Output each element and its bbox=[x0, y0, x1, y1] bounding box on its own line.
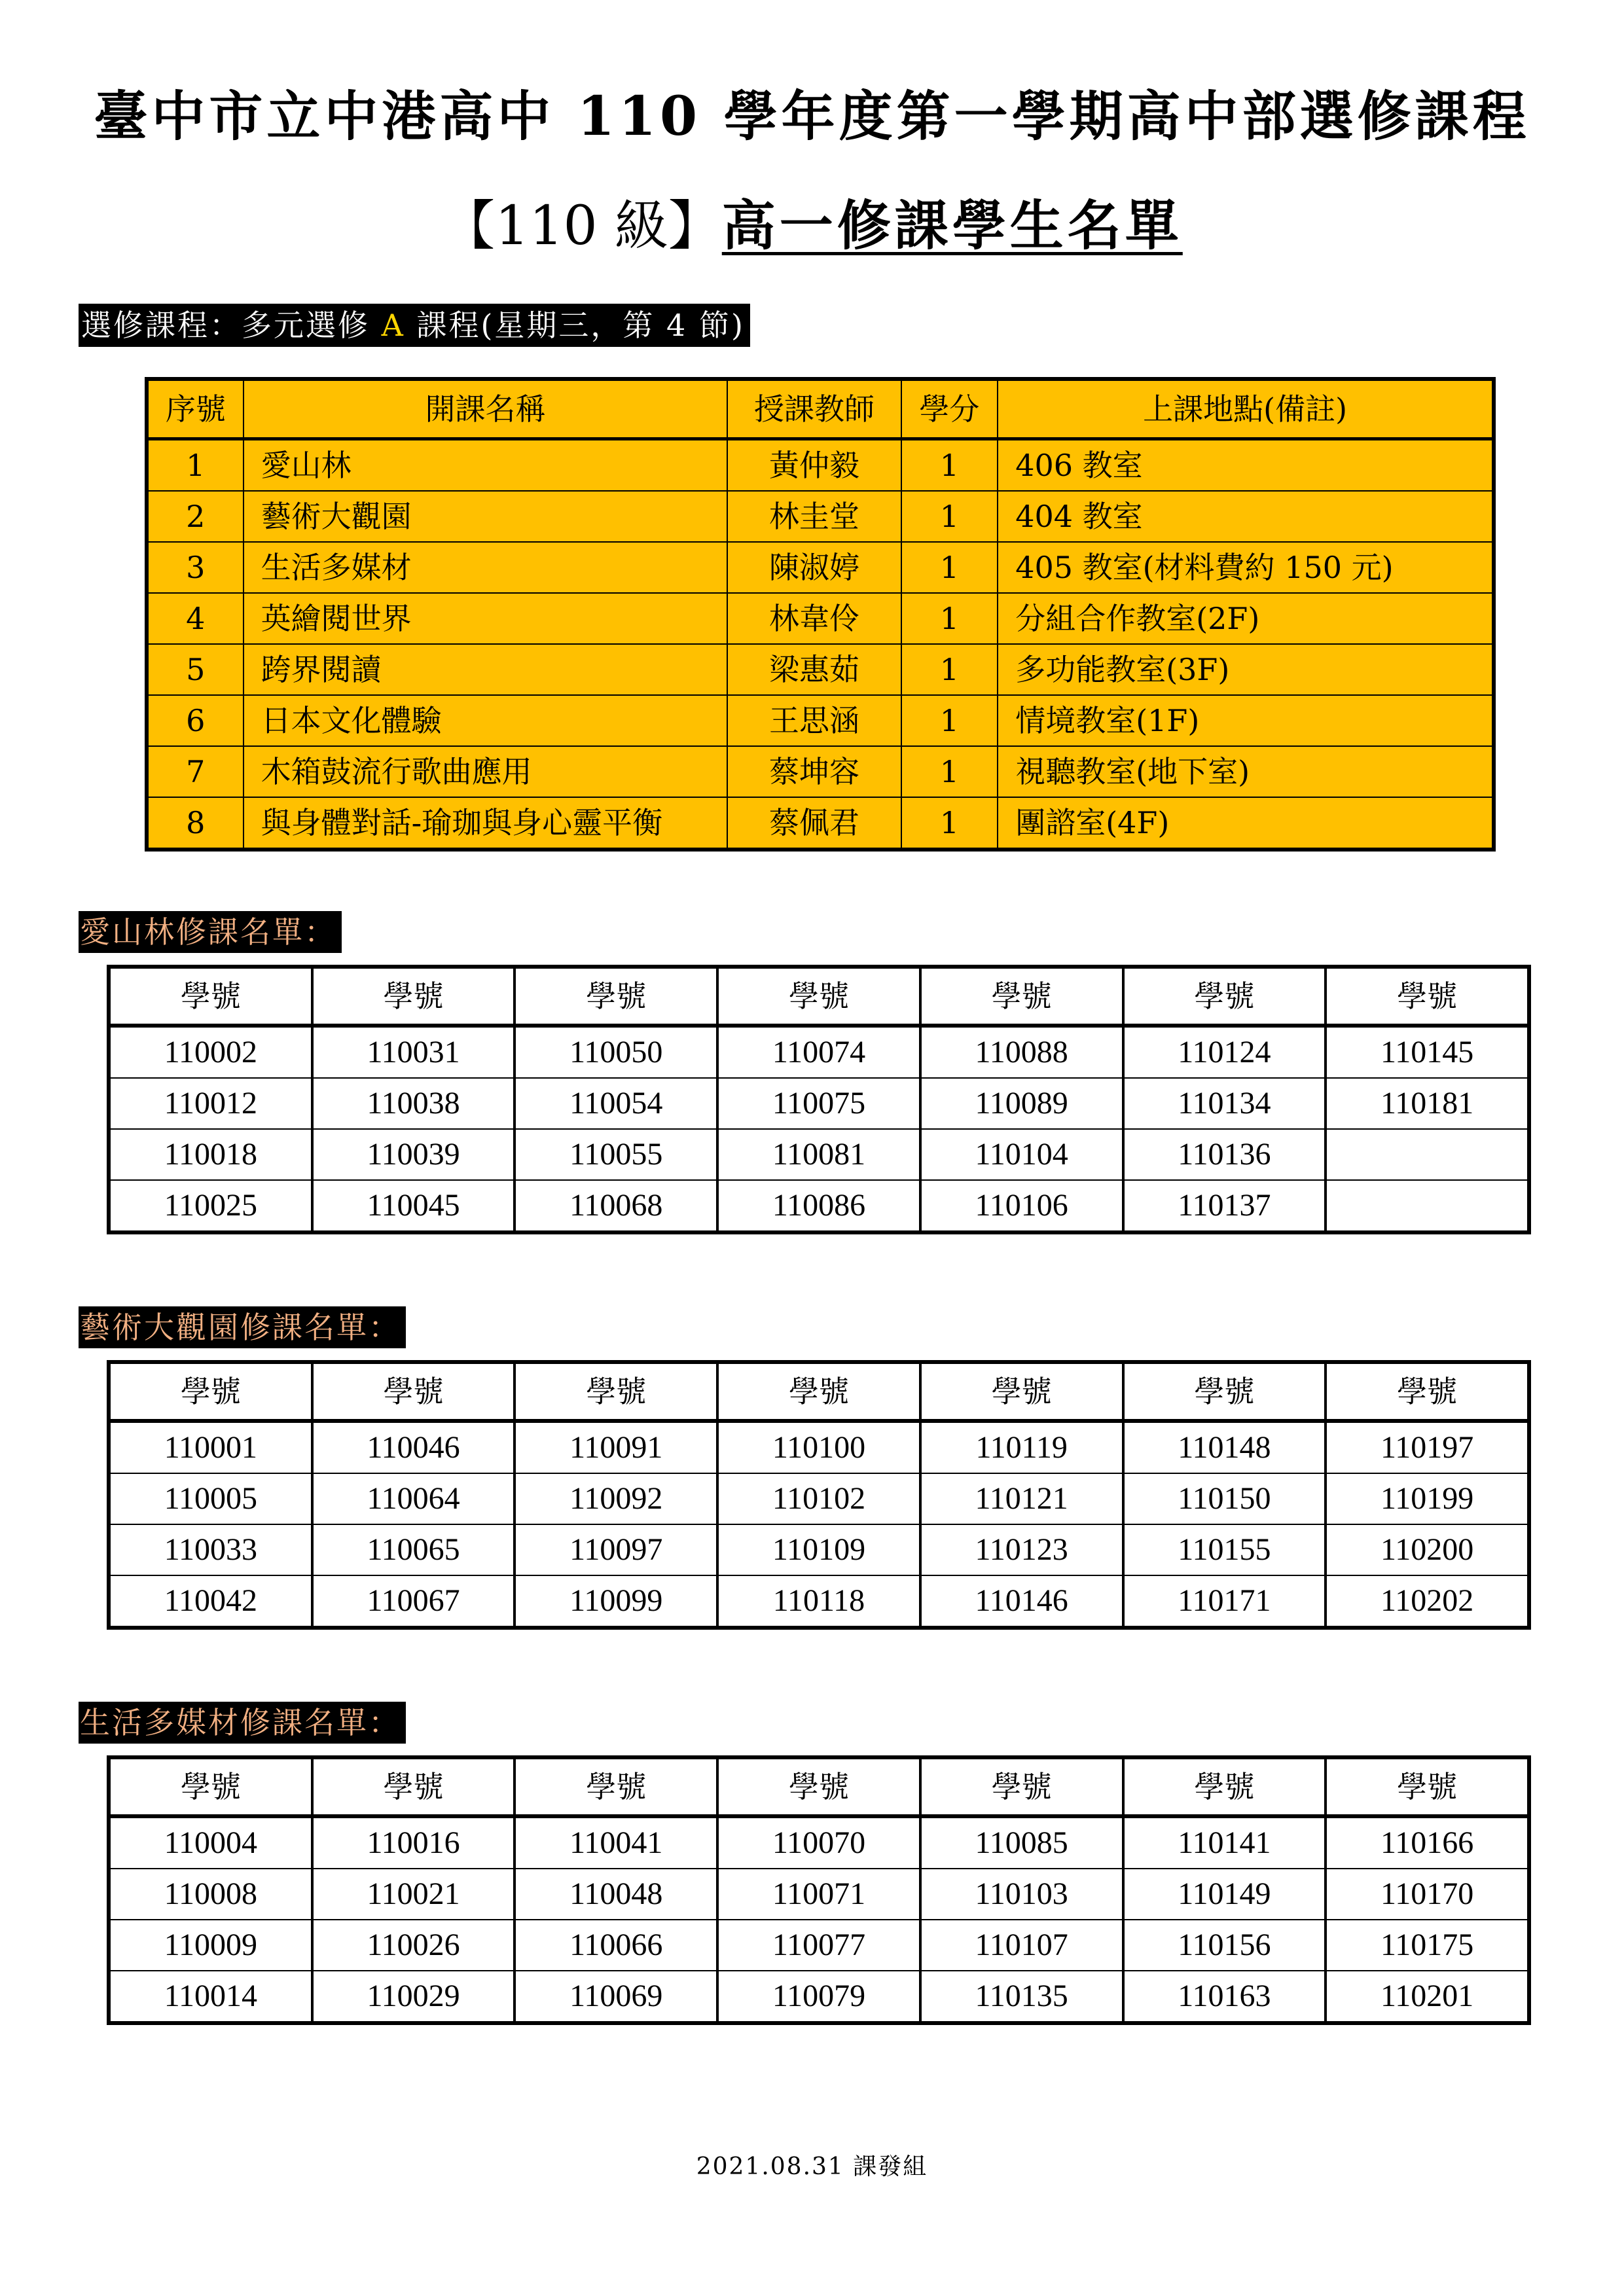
student-id-cell: 110085 bbox=[920, 1816, 1123, 1869]
student-id-cell: 110141 bbox=[1123, 1816, 1326, 1869]
student-id-cell: 110038 bbox=[312, 1078, 515, 1129]
student-id-cell: 110145 bbox=[1326, 1026, 1529, 1078]
student-id-cell: 110005 bbox=[109, 1473, 312, 1524]
course-label bbox=[79, 304, 750, 347]
student-id-header: 學號 bbox=[1326, 967, 1529, 1026]
footer-note: 2021.08.31 課發組 bbox=[696, 2153, 928, 2180]
student-id-cell: 110175 bbox=[1326, 1920, 1529, 1971]
student-id-cell: 110039 bbox=[312, 1129, 515, 1180]
student-id-cell: 110045 bbox=[312, 1180, 515, 1232]
student-id-cell: 110123 bbox=[920, 1524, 1123, 1575]
table-row bbox=[109, 1920, 1529, 1971]
student-id-cell: 110001 bbox=[109, 1421, 312, 1473]
student-id-cell: 110163 bbox=[1123, 1971, 1326, 2023]
course-credit: 1 bbox=[901, 542, 998, 593]
course-credit: 1 bbox=[901, 746, 998, 797]
student-id-header: 學號 bbox=[514, 967, 717, 1026]
course-name: 跨界閱讀 bbox=[244, 644, 728, 695]
student-id-cell: 110064 bbox=[312, 1473, 515, 1524]
course-number: 8 bbox=[147, 797, 244, 850]
student-id-cell: 110070 bbox=[717, 1816, 920, 1869]
student-id-cell: 110025 bbox=[109, 1180, 312, 1232]
student-id-cell: 110079 bbox=[717, 1971, 920, 2023]
student-id-cell bbox=[1326, 1180, 1529, 1232]
course-location: 404 教室 bbox=[998, 491, 1494, 542]
roster-header-row bbox=[109, 1757, 1529, 1816]
student-id-cell: 110014 bbox=[109, 1971, 312, 2023]
course-table-header bbox=[147, 379, 1494, 439]
student-id-cell: 110086 bbox=[717, 1180, 920, 1232]
student-id-header: 學號 bbox=[1326, 1362, 1529, 1421]
course-name: 木箱鼓流行歌曲應用 bbox=[244, 746, 728, 797]
course-row bbox=[147, 644, 1494, 695]
header-cell: 序號 bbox=[147, 379, 244, 439]
student-id-header: 學號 bbox=[1326, 1757, 1529, 1816]
course-number: 3 bbox=[147, 542, 244, 593]
student-id-cell: 110124 bbox=[1123, 1026, 1326, 1078]
student-id-header: 學號 bbox=[514, 1757, 717, 1816]
student-id-cell: 110166 bbox=[1326, 1816, 1529, 1869]
student-id-cell: 110137 bbox=[1123, 1180, 1326, 1232]
student-id-cell: 110026 bbox=[312, 1920, 515, 1971]
student-id-header: 學號 bbox=[109, 967, 312, 1026]
course-number: 2 bbox=[147, 491, 244, 542]
table-row bbox=[109, 1869, 1529, 1920]
student-id-cell: 110106 bbox=[920, 1180, 1123, 1232]
header-cell: 授課教師 bbox=[727, 379, 901, 439]
course-row bbox=[147, 491, 1494, 542]
roster-label: 藝術大觀園修課名單： bbox=[79, 1306, 406, 1348]
grade-level: 【110 級】 bbox=[441, 195, 722, 257]
student-id-cell: 110081 bbox=[717, 1129, 920, 1180]
student-id-cell: 110004 bbox=[109, 1816, 312, 1869]
student-id-cell: 110091 bbox=[514, 1421, 717, 1473]
table-row bbox=[109, 1575, 1529, 1628]
student-id-cell: 110150 bbox=[1123, 1473, 1326, 1524]
header-cell: 開課名稱 bbox=[244, 379, 728, 439]
student-id-cell: 110041 bbox=[514, 1816, 717, 1869]
roster-label: 愛山林修課名單： bbox=[79, 911, 342, 953]
student-id-header: 學號 bbox=[312, 1757, 515, 1816]
course-name: 愛山林 bbox=[244, 439, 728, 492]
course-name: 生活多媒材 bbox=[244, 542, 728, 593]
student-id-cell: 110033 bbox=[109, 1524, 312, 1575]
course-location: 視聽教室(地下室) bbox=[998, 746, 1494, 797]
student-id-header: 學號 bbox=[717, 967, 920, 1026]
course-credit: 1 bbox=[901, 644, 998, 695]
student-id-header: 學號 bbox=[312, 967, 515, 1026]
course-teacher: 林韋伶 bbox=[727, 593, 901, 644]
student-id-cell: 110134 bbox=[1123, 1078, 1326, 1129]
course-label-prefix: 選修課程：多元選修 bbox=[81, 308, 382, 343]
student-id-cell: 110008 bbox=[109, 1869, 312, 1920]
student-id-cell: 110121 bbox=[920, 1473, 1123, 1524]
student-id-cell: 110055 bbox=[514, 1129, 717, 1180]
roster-table bbox=[107, 1755, 1531, 2025]
table-row bbox=[109, 1473, 1529, 1524]
student-id-cell: 110107 bbox=[920, 1920, 1123, 1971]
header-cell: 上課地點(備註) bbox=[998, 379, 1494, 439]
student-id-cell: 110069 bbox=[514, 1971, 717, 2023]
course-name: 與身體對話-瑜珈與身心靈平衡 bbox=[244, 797, 728, 850]
course-credit: 1 bbox=[901, 593, 998, 644]
table-row bbox=[109, 1129, 1529, 1180]
student-id-cell: 110012 bbox=[109, 1078, 312, 1129]
student-id-header: 學號 bbox=[109, 1362, 312, 1421]
student-id-cell bbox=[1326, 1129, 1529, 1180]
course-location: 分組合作教室(2F) bbox=[998, 593, 1494, 644]
student-id-cell: 110046 bbox=[312, 1421, 515, 1473]
course-number: 7 bbox=[147, 746, 244, 797]
subtitle-text: 高一修課學生名單 bbox=[721, 194, 1183, 257]
student-id-cell: 110103 bbox=[920, 1869, 1123, 1920]
course-location: 情境教室(1F) bbox=[998, 695, 1494, 746]
student-id-cell: 110202 bbox=[1326, 1575, 1529, 1628]
course-teacher: 林圭堂 bbox=[727, 491, 901, 542]
student-id-cell: 110102 bbox=[717, 1473, 920, 1524]
course-label-highlight: A bbox=[381, 308, 405, 343]
course-location: 多功能教室(3F) bbox=[998, 644, 1494, 695]
student-id-cell: 110031 bbox=[312, 1026, 515, 1078]
student-id-cell: 110065 bbox=[312, 1524, 515, 1575]
student-id-cell: 110136 bbox=[1123, 1129, 1326, 1180]
student-id-cell: 110068 bbox=[514, 1180, 717, 1232]
student-id-cell: 110009 bbox=[109, 1920, 312, 1971]
roster-header-row bbox=[109, 967, 1529, 1026]
student-id-cell: 110199 bbox=[1326, 1473, 1529, 1524]
course-credit: 1 bbox=[901, 439, 998, 492]
table-row bbox=[109, 1971, 1529, 2023]
student-id-cell: 110088 bbox=[920, 1026, 1123, 1078]
student-id-header: 學號 bbox=[920, 967, 1123, 1026]
student-id-cell: 110018 bbox=[109, 1129, 312, 1180]
course-location: 團諮室(4F) bbox=[998, 797, 1494, 850]
student-id-cell: 110075 bbox=[717, 1078, 920, 1129]
student-id-cell: 110201 bbox=[1326, 1971, 1529, 2023]
student-id-header: 學號 bbox=[920, 1757, 1123, 1816]
student-id-header: 學號 bbox=[1123, 1362, 1326, 1421]
student-id-cell: 110067 bbox=[312, 1575, 515, 1628]
student-id-header: 學號 bbox=[920, 1362, 1123, 1421]
course-credit: 1 bbox=[901, 491, 998, 542]
student-id-cell: 110118 bbox=[717, 1575, 920, 1628]
student-id-cell: 110146 bbox=[920, 1575, 1123, 1628]
course-number: 1 bbox=[147, 439, 244, 492]
student-id-header: 學號 bbox=[1123, 1757, 1326, 1816]
document-title: 臺中市立中港高中 110 學年度第一學期高中部選修課程 bbox=[94, 85, 1530, 148]
student-id-cell: 110042 bbox=[109, 1575, 312, 1628]
course-row bbox=[147, 593, 1494, 644]
course-row bbox=[147, 542, 1494, 593]
course-row bbox=[147, 695, 1494, 746]
student-id-cell: 110071 bbox=[717, 1869, 920, 1920]
student-id-cell: 110135 bbox=[920, 1971, 1123, 2023]
course-teacher: 梁惠茹 bbox=[727, 644, 901, 695]
table-row bbox=[109, 1524, 1529, 1575]
course-number: 6 bbox=[147, 695, 244, 746]
course-teacher: 黃仲毅 bbox=[727, 439, 901, 492]
student-id-header: 學號 bbox=[514, 1362, 717, 1421]
student-id-cell: 110066 bbox=[514, 1920, 717, 1971]
course-teacher: 陳淑婷 bbox=[727, 542, 901, 593]
student-id-cell: 110074 bbox=[717, 1026, 920, 1078]
student-id-header: 學號 bbox=[717, 1757, 920, 1816]
course-row bbox=[147, 439, 1494, 492]
roster-table bbox=[107, 1360, 1531, 1630]
student-id-cell: 110149 bbox=[1123, 1869, 1326, 1920]
course-name: 藝術大觀園 bbox=[244, 491, 728, 542]
student-id-cell: 110021 bbox=[312, 1869, 515, 1920]
table-row bbox=[109, 1816, 1529, 1869]
course-teacher: 蔡佩君 bbox=[727, 797, 901, 850]
student-id-cell: 110097 bbox=[514, 1524, 717, 1575]
course-name: 英繪閱世界 bbox=[244, 593, 728, 644]
student-id-cell: 110029 bbox=[312, 1971, 515, 2023]
course-label-suffix: 課程(星期三，第 4 節) bbox=[405, 308, 745, 343]
course-number: 4 bbox=[147, 593, 244, 644]
roster-header-row bbox=[109, 1362, 1529, 1421]
roster-label: 生活多媒材修課名單： bbox=[79, 1702, 406, 1744]
student-id-cell: 110016 bbox=[312, 1816, 515, 1869]
student-id-cell: 110054 bbox=[514, 1078, 717, 1129]
student-id-cell: 110104 bbox=[920, 1129, 1123, 1180]
roster-table bbox=[107, 965, 1531, 1234]
student-id-cell: 110155 bbox=[1123, 1524, 1326, 1575]
course-table bbox=[145, 377, 1496, 852]
course-location: 405 教室(材料費約 150 元) bbox=[998, 542, 1494, 593]
course-row bbox=[147, 746, 1494, 797]
student-id-cell: 110197 bbox=[1326, 1421, 1529, 1473]
course-name: 日本文化體驗 bbox=[244, 695, 728, 746]
student-id-cell: 110100 bbox=[717, 1421, 920, 1473]
student-id-cell: 110171 bbox=[1123, 1575, 1326, 1628]
table-row bbox=[109, 1421, 1529, 1473]
student-id-header: 學號 bbox=[1123, 967, 1326, 1026]
course-credit: 1 bbox=[901, 695, 998, 746]
student-id-header: 學號 bbox=[109, 1757, 312, 1816]
student-id-cell: 110148 bbox=[1123, 1421, 1326, 1473]
student-id-cell: 110200 bbox=[1326, 1524, 1529, 1575]
course-row bbox=[147, 797, 1494, 850]
table-row bbox=[109, 1078, 1529, 1129]
student-id-cell: 110156 bbox=[1123, 1920, 1326, 1971]
student-id-header: 學號 bbox=[312, 1362, 515, 1421]
student-id-cell: 110092 bbox=[514, 1473, 717, 1524]
table-row bbox=[109, 1180, 1529, 1232]
document-subtitle bbox=[0, 193, 1624, 259]
course-teacher: 王思涵 bbox=[727, 695, 901, 746]
course-teacher: 蔡坤容 bbox=[727, 746, 901, 797]
student-id-cell: 110119 bbox=[920, 1421, 1123, 1473]
student-id-cell: 110002 bbox=[109, 1026, 312, 1078]
course-credit: 1 bbox=[901, 797, 998, 850]
student-id-cell: 110109 bbox=[717, 1524, 920, 1575]
course-location: 406 教室 bbox=[998, 439, 1494, 492]
student-id-cell: 110099 bbox=[514, 1575, 717, 1628]
course-number: 5 bbox=[147, 644, 244, 695]
student-id-cell: 110170 bbox=[1326, 1869, 1529, 1920]
student-id-cell: 110048 bbox=[514, 1869, 717, 1920]
student-id-cell: 110077 bbox=[717, 1920, 920, 1971]
student-id-cell: 110050 bbox=[514, 1026, 717, 1078]
header-cell: 學分 bbox=[901, 379, 998, 439]
student-id-cell: 110089 bbox=[920, 1078, 1123, 1129]
table-row bbox=[109, 1026, 1529, 1078]
student-id-cell: 110181 bbox=[1326, 1078, 1529, 1129]
student-id-header: 學號 bbox=[717, 1362, 920, 1421]
